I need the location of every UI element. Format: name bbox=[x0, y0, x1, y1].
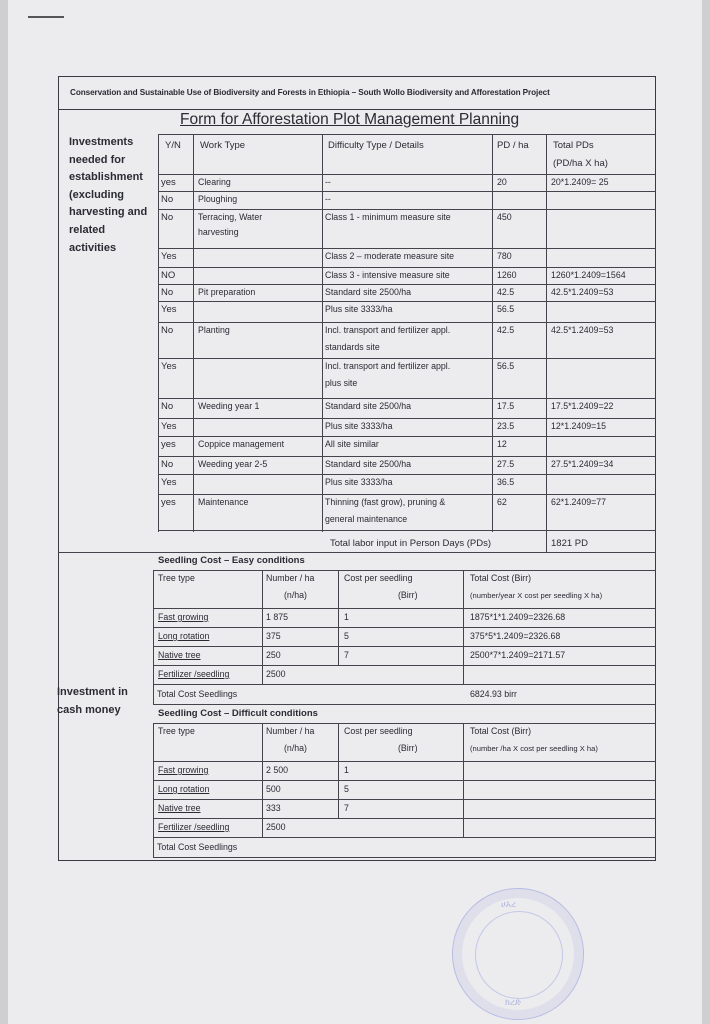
col-total-subheader: (PD/ha X ha) bbox=[553, 158, 608, 169]
cell-yn: No bbox=[161, 287, 174, 298]
side-line: activities bbox=[69, 241, 117, 254]
cell-yn: yes bbox=[161, 497, 176, 508]
total-cost-label: Total Cost Seedlings bbox=[157, 842, 238, 852]
row-line bbox=[158, 209, 656, 210]
total-labor-label: Total labor input in Person Days (PDs) bbox=[330, 538, 492, 549]
cell-pd: 1260 bbox=[497, 270, 517, 280]
cell-work-type: Weeding year 1 bbox=[198, 401, 260, 411]
column-line bbox=[153, 723, 154, 857]
col-cost: Cost per seedling bbox=[344, 573, 413, 583]
cell-cost: 7 bbox=[344, 803, 349, 813]
cell-pd: 56.5 bbox=[497, 304, 515, 314]
cell-difficulty: standards site bbox=[325, 342, 380, 352]
row-line bbox=[158, 456, 656, 457]
side-line: Investments bbox=[69, 136, 134, 148]
column-line bbox=[193, 134, 194, 532]
cell-work-type: harvesting bbox=[198, 227, 239, 237]
column-line bbox=[492, 134, 493, 532]
cell-work-type: Terracing, Water bbox=[198, 212, 263, 222]
col-cost: Cost per seedling bbox=[344, 726, 413, 736]
cell-yn: No bbox=[161, 459, 174, 470]
row-line bbox=[158, 358, 656, 359]
cell-total: 62*1.2409=77 bbox=[551, 497, 607, 507]
cell-tree-type: Fertilizer /seedling bbox=[158, 822, 230, 832]
header-line bbox=[158, 174, 656, 175]
cell-number: 500 bbox=[266, 784, 281, 794]
row-line bbox=[153, 704, 656, 705]
column-line bbox=[158, 134, 159, 532]
side-line: needed for bbox=[69, 153, 126, 166]
col-pd-header: PD / ha bbox=[497, 140, 529, 151]
cell-work-type: Coppice management bbox=[198, 439, 285, 449]
cell-difficulty: general maintenance bbox=[325, 514, 408, 524]
official-stamp bbox=[452, 888, 584, 1020]
total-labor-value: 1821 PD bbox=[551, 538, 588, 549]
project-header: Conservation and Sustainable Use of Biodiversity and Forests in Ethiopia – South Wollo Biodiversity and Afforestation Project bbox=[58, 76, 656, 110]
cell-yn: No bbox=[161, 194, 174, 205]
cell-total: 17.5*1.2409=22 bbox=[551, 401, 614, 411]
cell-yn: yes bbox=[161, 177, 176, 188]
cell-difficulty: -- bbox=[325, 194, 331, 204]
row-line bbox=[153, 646, 656, 647]
row-line bbox=[153, 570, 656, 571]
cell-work-type: Planting bbox=[198, 325, 230, 335]
col-total-formula: (number /ha X cost per seedling X ha) bbox=[470, 744, 598, 753]
cell-difficulty: Class 2 – moderate measure site bbox=[325, 251, 455, 261]
side-line: harvesting and bbox=[69, 206, 148, 219]
row-line bbox=[158, 494, 656, 495]
column-line bbox=[153, 570, 154, 704]
stamp-lettering: ክረድ bbox=[505, 997, 522, 1007]
cell-difficulty: Thinning (fast grow), pruning & bbox=[325, 497, 446, 507]
cell-pd: 12 bbox=[497, 439, 507, 449]
col-total-cost: Total Cost (Birr) bbox=[470, 573, 532, 583]
cell-difficulty: Plus site 3333/ha bbox=[325, 304, 393, 314]
column-line bbox=[338, 570, 339, 665]
cell-pd: 56.5 bbox=[497, 361, 515, 371]
cell-difficulty: Standard site 2500/ha bbox=[325, 401, 412, 411]
row-line bbox=[153, 723, 656, 724]
cell-cost: 5 bbox=[344, 631, 349, 641]
col-number-unit: (n/ha) bbox=[284, 743, 307, 753]
cell-number: 2500 bbox=[266, 669, 286, 679]
row-line bbox=[153, 665, 656, 666]
cell-tree-type: Fast growing bbox=[158, 765, 209, 775]
cell-yn: NO bbox=[161, 270, 176, 281]
cell-difficulty: Plus site 3333/ha bbox=[325, 421, 393, 431]
cell-number: 1 875 bbox=[266, 612, 289, 622]
cell-yn: Yes bbox=[161, 421, 177, 432]
column-line bbox=[546, 134, 547, 532]
row-line bbox=[153, 837, 656, 838]
cell-difficulty: Incl. transport and fertilizer appl. bbox=[325, 325, 451, 335]
col-total-cost: Total Cost (Birr) bbox=[470, 726, 532, 736]
cash-label bbox=[57, 684, 128, 719]
cell-pd: 20 bbox=[497, 177, 507, 187]
col-tree-type: Tree type bbox=[158, 726, 195, 736]
cell-number: 375 bbox=[266, 631, 281, 641]
cell-yn: yes bbox=[161, 439, 176, 450]
stamp-inner-ring bbox=[475, 911, 563, 999]
cell-work-type: Maintenance bbox=[198, 497, 249, 507]
cell-pd: 62 bbox=[497, 497, 507, 507]
col-total-formula: (number/year X cost per seedling X ha) bbox=[470, 591, 603, 600]
cell-pd: 780 bbox=[497, 251, 512, 261]
table-top-line bbox=[158, 134, 656, 135]
col-difficulty-header: Difficulty Type / Details bbox=[328, 140, 424, 151]
cell-pd: 17.5 bbox=[497, 401, 515, 411]
column-line bbox=[463, 723, 464, 837]
row-line bbox=[158, 418, 656, 419]
cell-cost: 1 bbox=[344, 765, 349, 775]
cell-work-type: Clearing bbox=[198, 177, 231, 187]
row-line bbox=[153, 684, 656, 685]
cell-pd: 42.5 bbox=[497, 325, 515, 335]
col-number: Number / ha bbox=[266, 726, 315, 736]
cell-pd: 450 bbox=[497, 212, 512, 222]
row-line bbox=[158, 248, 656, 249]
cell-number: 2500 bbox=[266, 822, 286, 832]
column-line bbox=[463, 570, 464, 684]
cell-difficulty: -- bbox=[325, 177, 331, 187]
cell-yn: No bbox=[161, 325, 174, 336]
col-total-header: Total PDs bbox=[553, 140, 594, 151]
row-line bbox=[158, 398, 656, 399]
side-line: establishment bbox=[69, 171, 143, 184]
cell-tree-type: Native tree bbox=[158, 650, 201, 660]
cell-difficulty: Class 1 - minimum measure site bbox=[325, 212, 451, 222]
cell-difficulty: Incl. transport and fertilizer appl. bbox=[325, 361, 451, 371]
cell-number: 250 bbox=[266, 650, 281, 660]
cell-tree-type: Native tree bbox=[158, 803, 201, 813]
cell-cost: 5 bbox=[344, 784, 349, 794]
col-number: Number / ha bbox=[266, 573, 315, 583]
column-line bbox=[262, 723, 263, 837]
header-line bbox=[153, 608, 656, 609]
row-line bbox=[153, 818, 656, 819]
cell-yn: Yes bbox=[161, 304, 177, 315]
col-yn-header: Y/N bbox=[165, 140, 181, 151]
row-line bbox=[153, 627, 656, 628]
margin-mark bbox=[28, 16, 64, 18]
column-line bbox=[322, 134, 323, 532]
cell-yn: No bbox=[161, 401, 174, 412]
row-line bbox=[158, 284, 656, 285]
section-title: Seedling Cost – Easy conditions bbox=[158, 555, 305, 566]
total-cost-label: Total Cost Seedlings bbox=[157, 689, 238, 699]
cell-work-type: Pit preparation bbox=[198, 287, 256, 297]
col-number-unit: (n/ha) bbox=[284, 590, 307, 600]
stamp-lettering: ሀአረ bbox=[501, 899, 517, 909]
cell-total-cost: 375*5*1.2409=2326.68 bbox=[470, 631, 561, 641]
cell-number: 2 500 bbox=[266, 765, 289, 775]
section-title: Seedling Cost – Difficult conditions bbox=[158, 708, 318, 719]
cell-yn: Yes bbox=[161, 361, 177, 372]
cell-total: 42.5*1.2409=53 bbox=[551, 325, 614, 335]
cell-tree-type: Long rotation bbox=[158, 631, 210, 641]
row-line bbox=[158, 474, 656, 475]
cell-total-cost: 1875*1*1.2409=2326.68 bbox=[470, 612, 566, 622]
row-line bbox=[158, 436, 656, 437]
cell-pd: 27.5 bbox=[497, 459, 515, 469]
cell-tree-type: Fertilizer /seedling bbox=[158, 669, 230, 679]
side-line: Investment in bbox=[57, 686, 128, 698]
cell-difficulty: Plus site 3333/ha bbox=[325, 477, 393, 487]
row-line bbox=[158, 322, 656, 323]
col-cost-unit: (Birr) bbox=[398, 590, 418, 600]
row-line bbox=[158, 267, 656, 268]
column-line bbox=[262, 570, 263, 684]
row-line bbox=[153, 857, 656, 858]
cell-total: 27.5*1.2409=34 bbox=[551, 459, 614, 469]
cell-yn: Yes bbox=[161, 251, 177, 262]
cell-yn: No bbox=[161, 212, 174, 223]
row-line bbox=[158, 301, 656, 302]
row-line bbox=[153, 780, 656, 781]
form-title: Form for Afforestation Plot Management Planning bbox=[180, 111, 520, 128]
row-line bbox=[158, 530, 656, 531]
investments-label bbox=[69, 134, 147, 257]
column-line bbox=[338, 723, 339, 818]
cell-pd: 23.5 bbox=[497, 421, 515, 431]
cell-difficulty: Standard site 2500/ha bbox=[325, 459, 412, 469]
row-line bbox=[153, 799, 656, 800]
cell-pd: 42.5 bbox=[497, 287, 515, 297]
cell-pd: 36.5 bbox=[497, 477, 515, 487]
cell-cost: 7 bbox=[344, 650, 349, 660]
cell-difficulty: Class 3 - intensive measure site bbox=[325, 270, 450, 280]
row-line bbox=[158, 191, 656, 192]
cell-total-cost: 2500*7*1.2409=2171.57 bbox=[470, 650, 566, 660]
cell-tree-type: Long rotation bbox=[158, 784, 210, 794]
cell-yn: Yes bbox=[161, 477, 177, 488]
column-line bbox=[546, 532, 547, 552]
cell-difficulty: Standard site 2500/ha bbox=[325, 287, 412, 297]
cell-total: 12*1.2409=15 bbox=[551, 421, 607, 431]
cell-number: 333 bbox=[266, 803, 281, 813]
header-line bbox=[153, 761, 656, 762]
col-work-header: Work Type bbox=[200, 140, 246, 151]
section-divider bbox=[58, 552, 656, 553]
side-line: related bbox=[69, 223, 106, 236]
col-tree-type: Tree type bbox=[158, 573, 195, 583]
cell-tree-type: Fast growing bbox=[158, 612, 209, 622]
cell-total: 20*1.2409= 25 bbox=[551, 177, 609, 187]
cell-total: 1260*1.2409=1564 bbox=[551, 270, 626, 280]
cell-work-type: Weeding year 2-5 bbox=[198, 459, 268, 469]
total-cost-value: 6824.93 birr bbox=[470, 689, 517, 699]
cell-difficulty: plus site bbox=[325, 378, 358, 388]
cell-difficulty: All site similar bbox=[325, 439, 379, 449]
cell-total: 42.5*1.2409=53 bbox=[551, 287, 614, 297]
side-line: cash money bbox=[57, 703, 121, 716]
cell-work-type: Ploughing bbox=[198, 194, 238, 204]
cell-cost: 1 bbox=[344, 612, 349, 622]
side-line: (excluding bbox=[69, 188, 125, 201]
col-cost-unit: (Birr) bbox=[398, 743, 418, 753]
